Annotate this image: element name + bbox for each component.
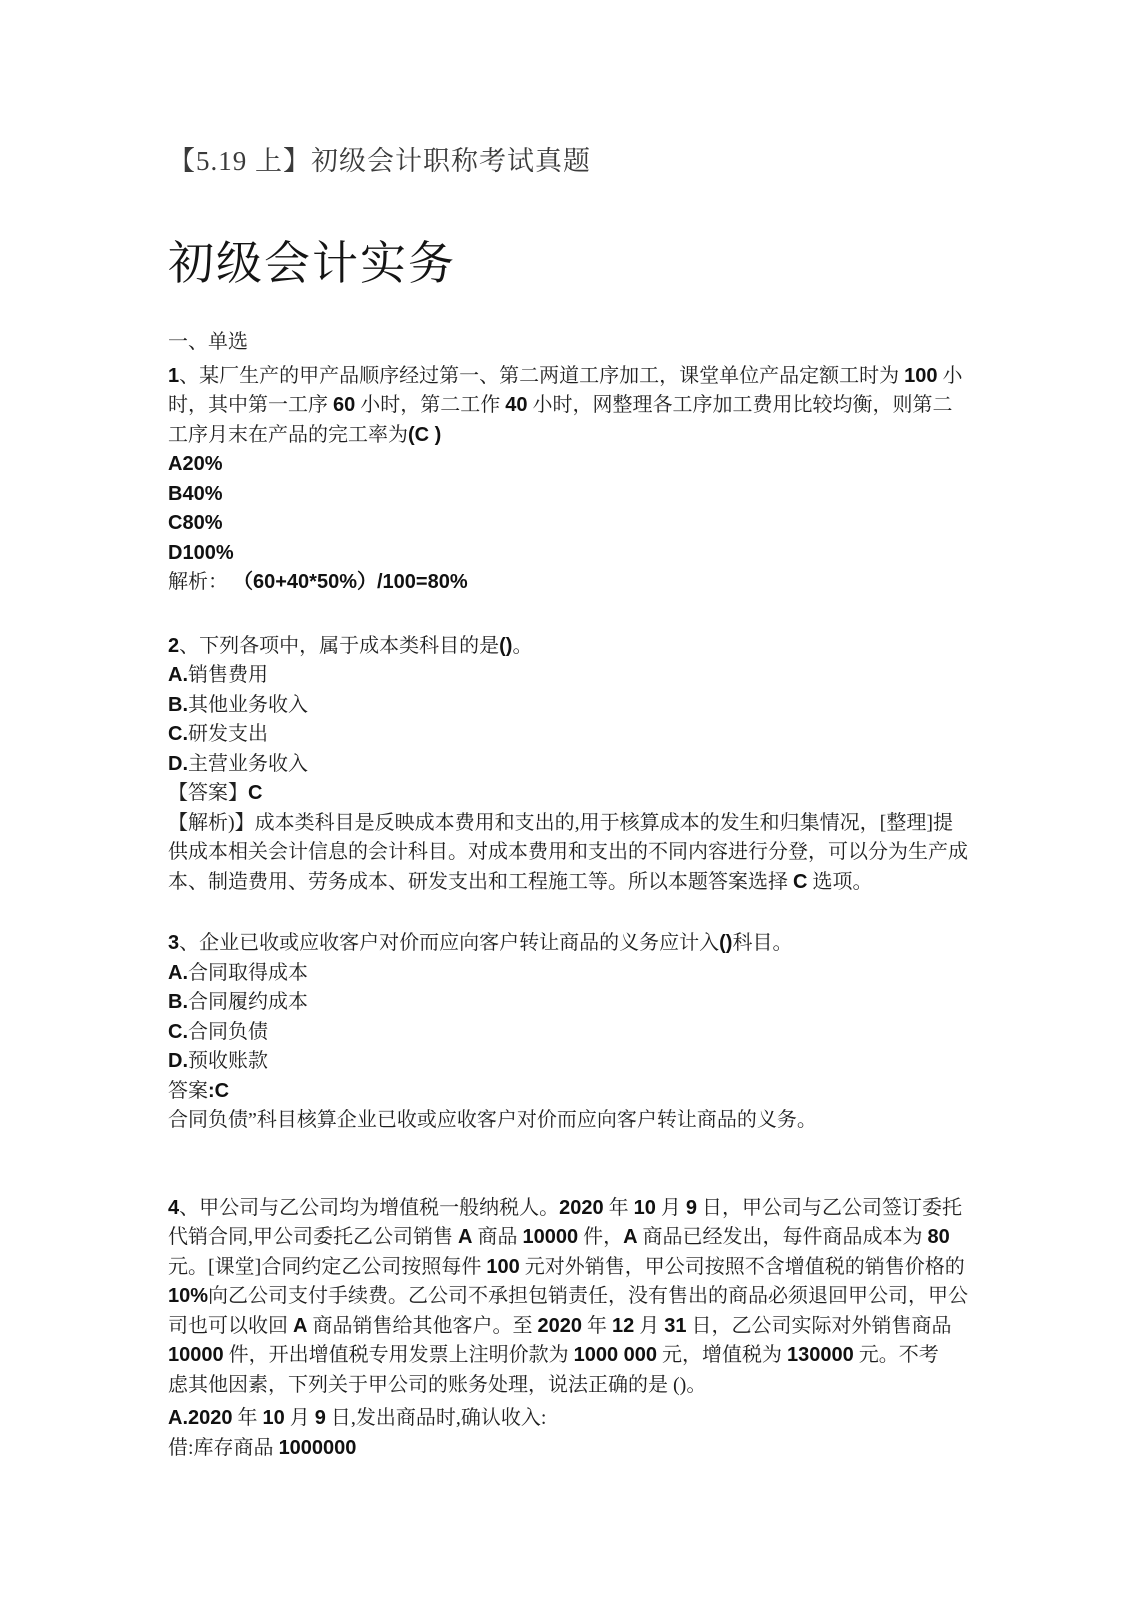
question-4-text-line: 10000 件，开出增值税专用发票上注明价款为 1000 000 元，增值税为 130000 元。不考 <box>168 1344 939 1366</box>
question-3-option-b: B.合同履约成本 <box>168 991 308 1013</box>
question-3-option-d: D.预收账款 <box>168 1050 268 1072</box>
question-1-option-d: D100% <box>168 541 234 564</box>
question-1-option-a: A20% <box>168 453 223 475</box>
question-1-option-b: B40% <box>168 482 223 505</box>
question-1-analysis: 解析： （60+40*50%）/100=80% <box>168 571 468 593</box>
question-4-text-line: 10%向乙公司支付手续费。乙公司不承担包销责任，没有售出的商品必须退回甲公司，甲公 <box>168 1285 969 1307</box>
question-4 <box>168 1194 971 1464</box>
question-4-text-line: 元。[课堂]合同约定乙公司按照每件 100 元对外销售，甲公司按照不含增值税的销售价格的 <box>168 1255 965 1278</box>
question-3-analysis: 合同负债”科目核算企业已收或应收客户对价而应向客户转让商品的义务。 <box>168 1109 817 1131</box>
question-3-stem: 3、企业已收或应收客户对价而应向客户转让商品的义务应计入()科目。 <box>168 932 793 954</box>
section-heading: 一、单选 <box>168 331 248 353</box>
question-3 <box>168 929 971 1136</box>
question-2-option-b: B.其他业务收入 <box>168 693 308 716</box>
question-4-text-line: 4、甲公司与乙公司均为增值税一般纳税人。2020 年 10 月 9 日，甲公司与乙公司签订委托 <box>168 1196 962 1219</box>
question-2-option-a: A.销售费用 <box>168 664 268 686</box>
question-4-text-line: 代销合同,甲公司委托乙公司销售 A 商品 10000 件，A 商品已经发出，每件商品成本为 80 <box>168 1226 950 1248</box>
question-4-option-a: A.2020 年 10 月 9 日,发出商品时,确认收入: <box>168 1407 547 1429</box>
question-3-option-c: C.合同负债 <box>168 1020 268 1043</box>
question-4-journal-entry: 借:库存商品 1000000 <box>168 1436 357 1459</box>
question-1-option-c: C80% <box>168 512 223 534</box>
question-1-text-line: 1、某厂生产的甲产品顺序经过第一、第二两道工序加工，课堂单位产品定额工时为 100 小 <box>168 364 963 387</box>
question-3-option-a: A.合同取得成本 <box>168 961 308 984</box>
question-2 <box>168 632 971 898</box>
question-2-analysis-line: 本、制造费用、劳务成本、研发支出和工程施工等。所以本题答案选择 C 选项。 <box>168 870 873 893</box>
document-title: 初级会计实务 <box>168 238 456 289</box>
document-header: 【5.19 上】初级会计职称考试真题 <box>168 146 591 176</box>
question-4-text-line: 司也可以收回 A 商品销售给其他客户。至 2020 年 12 月 31 日，乙公司实际对外销售商品 <box>168 1314 952 1337</box>
question-2-stem: 2、下列各项中，属于成本类科目的是()。 <box>168 634 533 657</box>
question-1-text-line: 时，其中第一工序 60 小时，第二工作 40 小时，网整理各工序加工费用比较均衡，则第二 <box>168 394 953 416</box>
question-2-answer: 【答案】C <box>168 782 263 804</box>
question-1 <box>168 362 971 598</box>
question-2-analysis-line: 供成本相关会计信息的会计科目。对成本费用和支出的不同内容进行分登，可以分为生产成 <box>168 841 968 863</box>
question-2-option-c: C.研发支出 <box>168 723 268 745</box>
question-2-option-d: D.主营业务收入 <box>168 752 308 775</box>
question-2-analysis-line: 【解析)】成本类科目是反映成本费用和支出的,用于核算成本的发生和归集情况，[整理]提 <box>168 811 953 834</box>
question-3-answer: 答案:C <box>168 1079 230 1102</box>
question-1-text-line: 工序月末在产品的完工率为(C ) <box>168 423 442 446</box>
question-4-text-line: 虑其他因素，下列关于甲公司的账务处理，说法正确的是 ()。 <box>168 1373 707 1396</box>
